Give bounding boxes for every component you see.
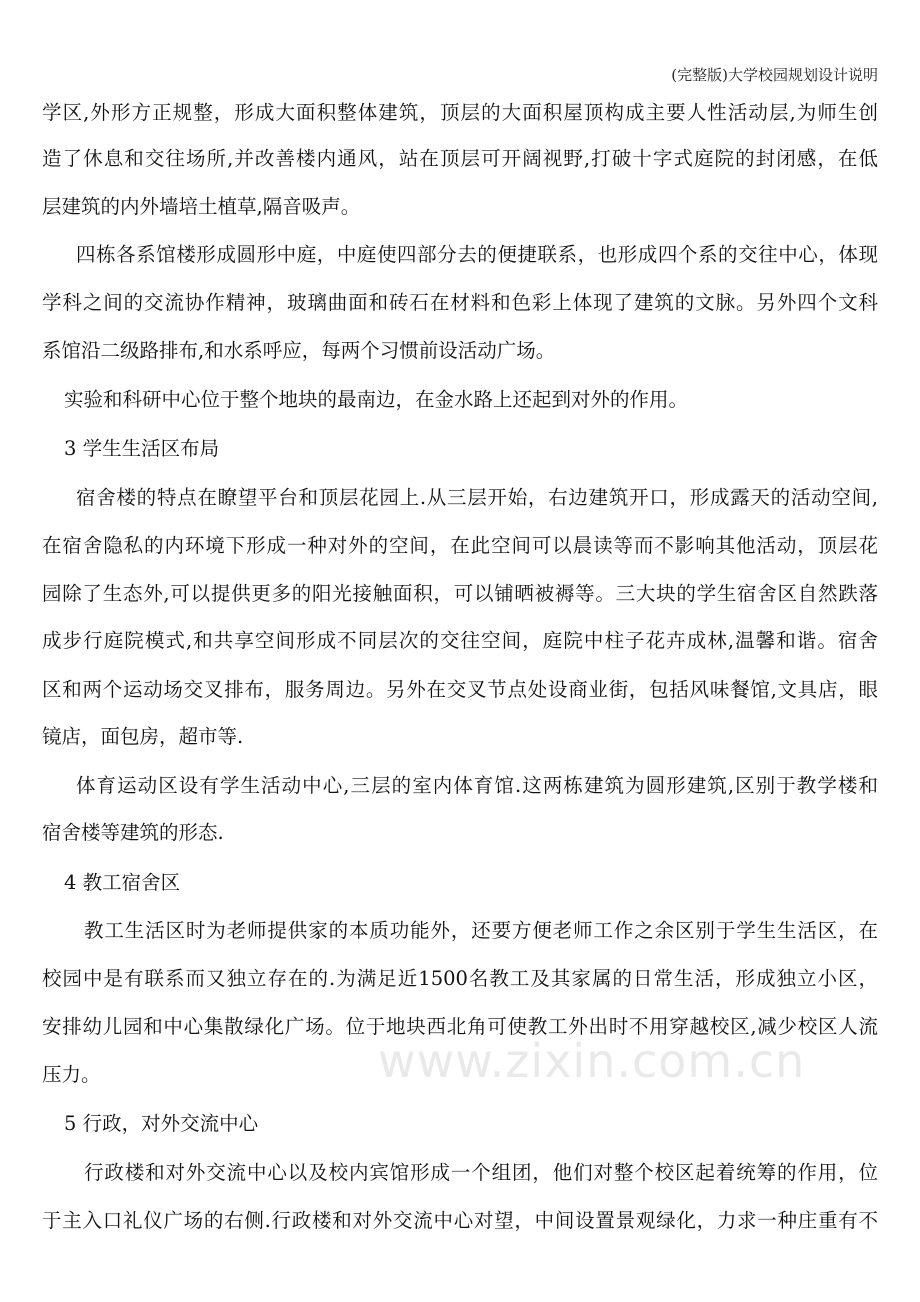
body-text-line: 安排幼儿园和中心集散绿化广场。位于地块西北角可使教工外出时不用穿越校区,减少校区人流: [42, 1015, 878, 1038]
body-text-line: 学区,外形方正规整，形成大面积整体建筑，顶层的大面积屋顶构成主要人性活动层,为师生创: [42, 101, 878, 124]
body-text-line: 于主入口礼仪广场的右侧.行政楼和对外交流中心对望，中间设置景观绿化，力求一种庄重有不: [42, 1209, 878, 1232]
body-text-line: 四栋各系馆楼形成圆形中庭，中庭使四部分去的便捷联系，也形成四个系的交往中心，体现: [76, 243, 878, 266]
body-text-line: 在宿舍隐私的内环境下形成一种对外的空间，在此空间可以晨读等而不影响其他活动，顶层花: [42, 534, 878, 557]
section-heading: 4 教工宿舍区: [64, 871, 181, 894]
document-header-title: (完整版)大学校园规划设计说明: [671, 66, 878, 84]
body-text-line: 镜店，面包房，超市等.: [42, 725, 244, 748]
body-text-line: 学科之间的交流协作精神，玻璃曲面和砖石在材料和色彩上体现了建筑的文脉。另外四个文科: [42, 291, 878, 314]
body-text-line: 校园中是有联系而又独立存在的.为满足近1500名教工及其家属的日常生活，形成独立小区，: [42, 967, 878, 990]
body-text-line: 行政楼和对外交流中心以及校内宾馆形成一个组团，他们对整个校区起着统筹的作用，位: [84, 1161, 878, 1184]
body-text-line: 压力。: [42, 1063, 101, 1086]
section-heading: 5 行政，对外交流中心: [64, 1112, 259, 1135]
body-text-line: 宿舍楼等建筑的形态.: [42, 821, 224, 844]
body-text-line: 层建筑的内外墙培土植草,隔音吸声。: [42, 195, 361, 218]
body-text-line: 教工生活区时为老师提供家的本质功能外，还要方便老师工作之余区别于学生生活区，在: [84, 919, 878, 942]
section-heading: 3 学生生活区布局: [64, 437, 220, 460]
body-text-line: 区和两个运动场交叉排布，服务周边。另外在交叉节点处设商业街，包括风味餐馆,文具店，眼: [42, 678, 878, 701]
body-text-line: 成步行庭院模式,和共享空间形成不同层次的交往空间，庭院中柱子花卉成林,温馨和谐。宿舍: [42, 629, 878, 652]
body-text-line: 宿舍楼的特点在瞭望平台和顶层花园上.从三层开始，右边建筑开口，形成露天的活动空间,: [76, 486, 878, 509]
body-text-line: 实验和科研中心位于整个地块的最南边，在金水路上还起到对外的作用。: [64, 388, 689, 411]
watermark: www.zixin.com.cn: [378, 1034, 806, 1088]
body-text-line: 体育运动区设有学生活动中心,三层的室内体育馆.这两栋建筑为圆形建筑,区别于教学楼和: [76, 774, 878, 797]
body-text-line: 造了休息和交往场所,并改善楼内通风，站在顶层可开阔视野,打破十字式庭院的封闭感，在低: [42, 147, 878, 170]
body-text-line: 园除了生态外,可以提供更多的阳光接触面积，可以铺晒被褥等。三大块的学生宿舍区自然跌落: [42, 582, 878, 605]
body-text-line: 系馆沿二级路排布,和水系呼应，每两个习惯前设活动广场。: [42, 339, 556, 362]
